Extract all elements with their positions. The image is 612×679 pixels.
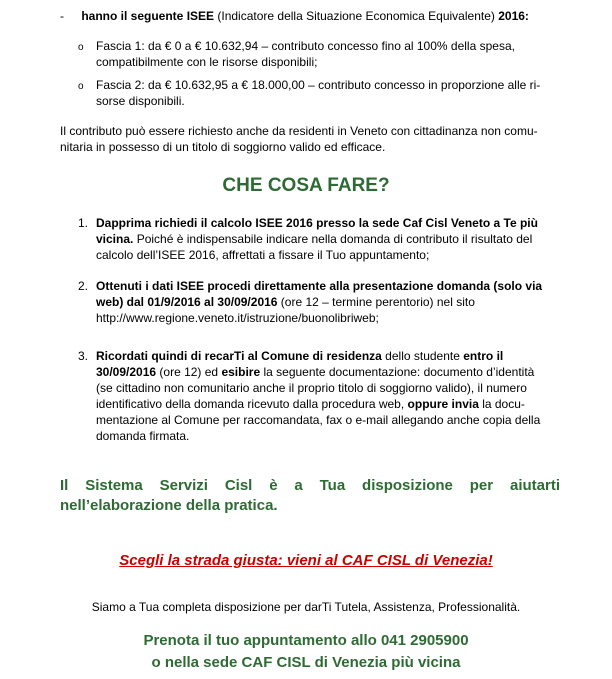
step-1-line2-rest: Poiché è indispensabile indicare nella domanda di contributo il risultato del	[133, 232, 533, 246]
step-2-url: http://www.regione.veneto.it/istruzione/buonolibriweb;	[96, 311, 379, 325]
step-3-line6: domanda firmata.	[96, 429, 190, 443]
step-3-line1-mid: dello studente	[381, 349, 464, 363]
bracket-1-line1: Fascia 1: da € 0 a € 10.632,94 – contributo concesso fino al 100% della spesa,	[96, 39, 515, 53]
step-1-line3: calcolo dell’ISEE 2016, affrettati a fissare il Tuo appuntamento;	[96, 248, 430, 262]
step-3-line1-bold: Ricordati quindi di recarTi al Comune di residenza	[96, 349, 382, 363]
booking-office: o nella sede CAF CISL di Venezia più vicina	[151, 654, 461, 671]
step-2-line2-rest: (ore 12 – termine perentorio) nel sito	[277, 295, 475, 309]
closing-statement	[60, 476, 560, 516]
bracket-2-line2: sorse disponibili.	[96, 94, 185, 108]
step-3-line4-rest: la docu-	[478, 397, 525, 411]
support-line: Siamo a Tua completa disposizione per darTi Tutela, Assistenza, Professionalità.	[91, 600, 521, 614]
circle-bullet-icon: o	[78, 81, 84, 92]
step-1-line1: Dapprima richiedi il calcolo ISEE 2016 presso la sede Caf Cisl Veneto a Te più	[96, 216, 538, 230]
bracket-1-line2: compatibilmente con le risorse disponibili;	[96, 55, 318, 69]
step-3-line2-rest: la seguente documentazione: documento d’identità	[260, 365, 535, 379]
circle-bullet-icon: o	[78, 42, 84, 53]
bracket-2	[96, 77, 566, 109]
step-3-number: 3.	[78, 349, 89, 363]
dash-bullet: -	[60, 9, 64, 23]
step-1-line2-bold: vicina.	[96, 232, 134, 246]
step-2-number: 2.	[78, 279, 89, 293]
residents-note	[60, 123, 560, 155]
bracket-1	[96, 38, 566, 70]
step-3-line5: mentazione al Comune per raccomandata, fax o e-mail allegando anche copia della	[96, 413, 541, 427]
isee-requirement	[60, 8, 560, 24]
step-3	[96, 348, 554, 444]
step-3-line2-bold2: esibire	[221, 365, 261, 379]
closing-line2: nell’elaborazione della pratica.	[60, 497, 278, 514]
step-2	[96, 278, 554, 326]
step-3-line4-pre: identificativo della domanda ricevuto dalla procedura web,	[96, 397, 408, 411]
step-2-line1: Ottenuti i dati ISEE procedi direttamente alla presentazione domanda (solo via	[96, 279, 543, 293]
residents-note-line1: Il contributo può essere richiesto anche da residenti in Veneto con cittadinanza non comu-	[60, 124, 538, 138]
bracket-2-line1: Fascia 2: da € 10.632,95 a € 18.000,00 – contributo concesso in proporzione alle ri-	[96, 78, 541, 92]
step-1-number: 1.	[78, 216, 89, 230]
closing-line1: Il Sistema Servizi Cisl è a Tua disposizione per aiutarti	[60, 477, 560, 494]
step-3-line2-bold: 30/09/2016	[96, 365, 157, 379]
step-3-line1-bold2: entro il	[463, 349, 504, 363]
step-2-line2-bold: web) dal 01/9/2016 al 30/09/2016	[96, 295, 278, 309]
step-3-line3: (se cittadino non comunitario anche il proprio titolo di soggiorno valido), il numero	[96, 381, 527, 395]
booking-phone: Prenota il tuo appuntamento allo 041 2905900	[143, 632, 469, 649]
residents-note-line2: nitaria in possesso di un titolo di soggiorno valido ed efficace.	[60, 140, 386, 154]
booking-info	[0, 630, 612, 674]
section-title: CHE COSA FARE?	[222, 175, 390, 196]
step-3-line4-bold: oppure invia	[407, 397, 479, 411]
slogan: Scegli la strada giusta: vieni al CAF CISL di Venezia!	[119, 552, 493, 569]
isee-lead: hanno il seguente ISEE	[81, 9, 215, 23]
isee-definition: (Indicatore della Situazione Economica Equivalente)	[214, 9, 499, 23]
step-1	[96, 215, 554, 263]
step-3-line2-mid: (ore 12) ed	[156, 365, 222, 379]
isee-year: 2016:	[498, 9, 529, 23]
